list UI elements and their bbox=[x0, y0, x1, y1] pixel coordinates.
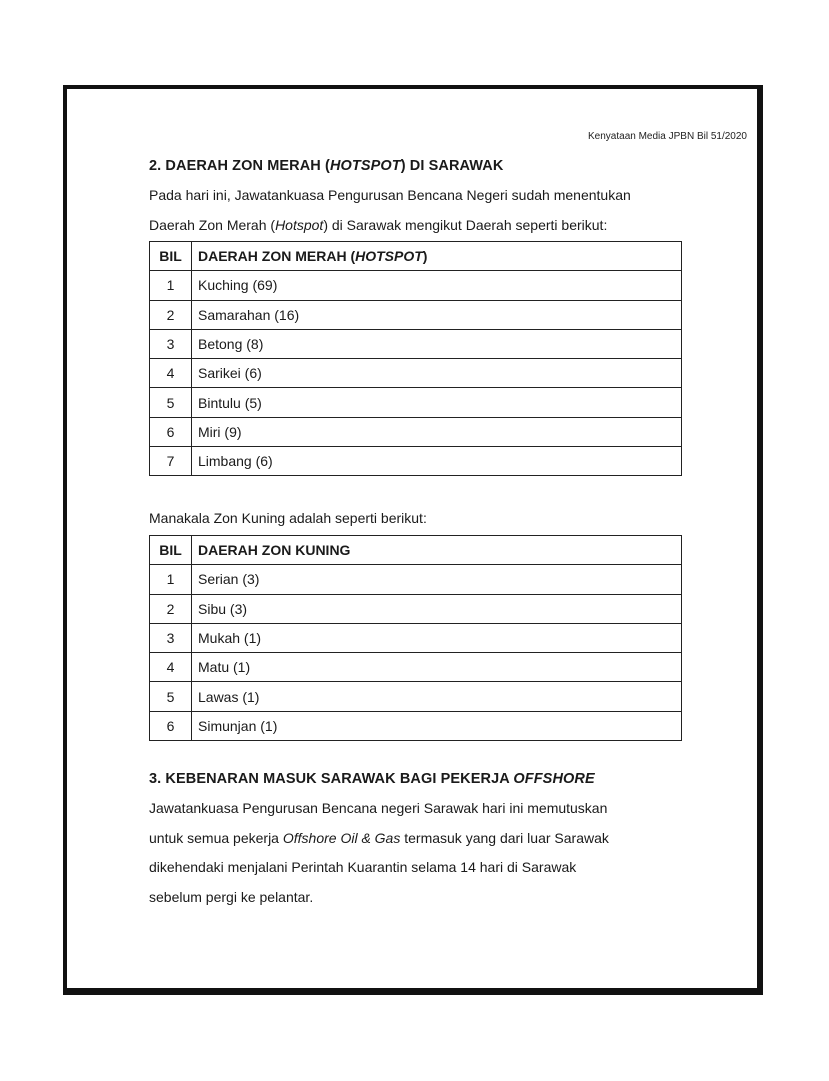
table-row bbox=[150, 388, 682, 417]
row-number: 1 bbox=[150, 271, 192, 300]
row-number: 3 bbox=[150, 329, 192, 358]
section-2-intro bbox=[149, 181, 681, 240]
row-number: 1 bbox=[150, 565, 192, 594]
section-3-line-2-emphasis: Offshore Oil & Gas bbox=[282, 829, 401, 846]
table-row bbox=[150, 682, 682, 711]
table-row bbox=[150, 711, 682, 740]
row-number: 5 bbox=[150, 682, 192, 711]
intro-line-2-post: ) di Sarawak mengikut Daerah seperti berikut: bbox=[323, 216, 608, 233]
red-zone-header-bil: BIL bbox=[150, 242, 192, 271]
yellow-zone-intro: Manakala Zon Kuning adalah seperti berikut: bbox=[149, 510, 427, 526]
section-3-heading bbox=[149, 771, 595, 787]
section-2-heading-post: ) DI SARAWAK bbox=[400, 158, 504, 174]
row-area: Bintulu (5) bbox=[192, 388, 682, 417]
yellow-zone-header-bil: BIL bbox=[150, 536, 192, 565]
table-row bbox=[150, 565, 682, 594]
section-2-intro-line-2 bbox=[149, 211, 681, 241]
section-3-line-3: dikehendaki menjalani Perintah Kuarantin selama 14 hari di Sarawak bbox=[149, 859, 577, 875]
red-zone-table-header bbox=[150, 242, 682, 271]
media-statement-reference: Kenyataan Media JPBN Bil 51/2020 bbox=[588, 131, 747, 142]
row-number: 7 bbox=[150, 447, 192, 476]
row-number: 3 bbox=[150, 623, 192, 652]
section-3-line-2 bbox=[149, 824, 681, 854]
section-3-line-1: Jawatankuasa Pengurusan Bencana negeri Sarawak hari ini memutuskan bbox=[149, 800, 608, 816]
table-row bbox=[150, 300, 682, 329]
section-3-heading-emphasis: OFFSHORE bbox=[513, 771, 595, 787]
row-number: 4 bbox=[150, 653, 192, 682]
row-area: Serian (3) bbox=[192, 565, 682, 594]
row-area: Limbang (6) bbox=[192, 447, 682, 476]
section-3-heading-pre: 3. KEBENARAN MASUK SARAWAK BAGI PEKERJA bbox=[149, 771, 514, 787]
section-3-line-2-pre: untuk semua pekerja bbox=[149, 829, 283, 846]
red-zone-header-area-emphasis: HOTSPOT bbox=[355, 248, 423, 265]
section-2-heading-emphasis: HOTSPOT bbox=[329, 158, 401, 174]
section-3-line-2-post: termasuk yang dari luar Sarawak bbox=[400, 829, 609, 846]
row-area: Sarikei (6) bbox=[192, 359, 682, 388]
row-area: Miri (9) bbox=[192, 417, 682, 446]
section-2-heading bbox=[149, 158, 503, 174]
yellow-zone-table bbox=[149, 535, 682, 741]
section-2-heading-pre: 2. DAERAH ZON MERAH ( bbox=[149, 158, 330, 174]
table-row bbox=[150, 417, 682, 446]
row-area: Sibu (3) bbox=[192, 594, 682, 623]
table-row bbox=[150, 623, 682, 652]
row-area: Lawas (1) bbox=[192, 682, 682, 711]
section-2-intro-line-1: Pada hari ini, Jawatankuasa Pengurusan Bencana Negeri sudah menentukan bbox=[149, 187, 631, 203]
table-row bbox=[150, 594, 682, 623]
row-number: 4 bbox=[150, 359, 192, 388]
red-zone-header-area-pre: DAERAH ZON MERAH ( bbox=[198, 248, 356, 265]
row-number: 6 bbox=[150, 417, 192, 446]
row-area: Simunjan (1) bbox=[192, 711, 682, 740]
table-row bbox=[150, 359, 682, 388]
table-row bbox=[150, 271, 682, 300]
row-number: 5 bbox=[150, 388, 192, 417]
row-number: 2 bbox=[150, 300, 192, 329]
row-area: Kuching (69) bbox=[192, 271, 682, 300]
row-area: Samarahan (16) bbox=[192, 300, 682, 329]
table-row bbox=[150, 447, 682, 476]
intro-line-2-pre: Daerah Zon Merah ( bbox=[149, 216, 276, 233]
red-zone-table bbox=[149, 241, 682, 476]
table-row bbox=[150, 329, 682, 358]
section-3-paragraph bbox=[149, 794, 681, 912]
row-area: Betong (8) bbox=[192, 329, 682, 358]
row-number: 2 bbox=[150, 594, 192, 623]
red-zone-header-area bbox=[192, 242, 682, 271]
row-number: 6 bbox=[150, 711, 192, 740]
yellow-zone-table-header bbox=[150, 536, 682, 565]
row-area: Matu (1) bbox=[192, 653, 682, 682]
red-zone-header-area-post: ) bbox=[422, 248, 428, 265]
section-3-line-4: sebelum pergi ke pelantar. bbox=[149, 888, 314, 905]
row-area: Mukah (1) bbox=[192, 623, 682, 652]
intro-line-2-emphasis: Hotspot bbox=[275, 216, 324, 233]
table-row bbox=[150, 653, 682, 682]
yellow-zone-header-area: DAERAH ZON KUNING bbox=[192, 536, 682, 565]
